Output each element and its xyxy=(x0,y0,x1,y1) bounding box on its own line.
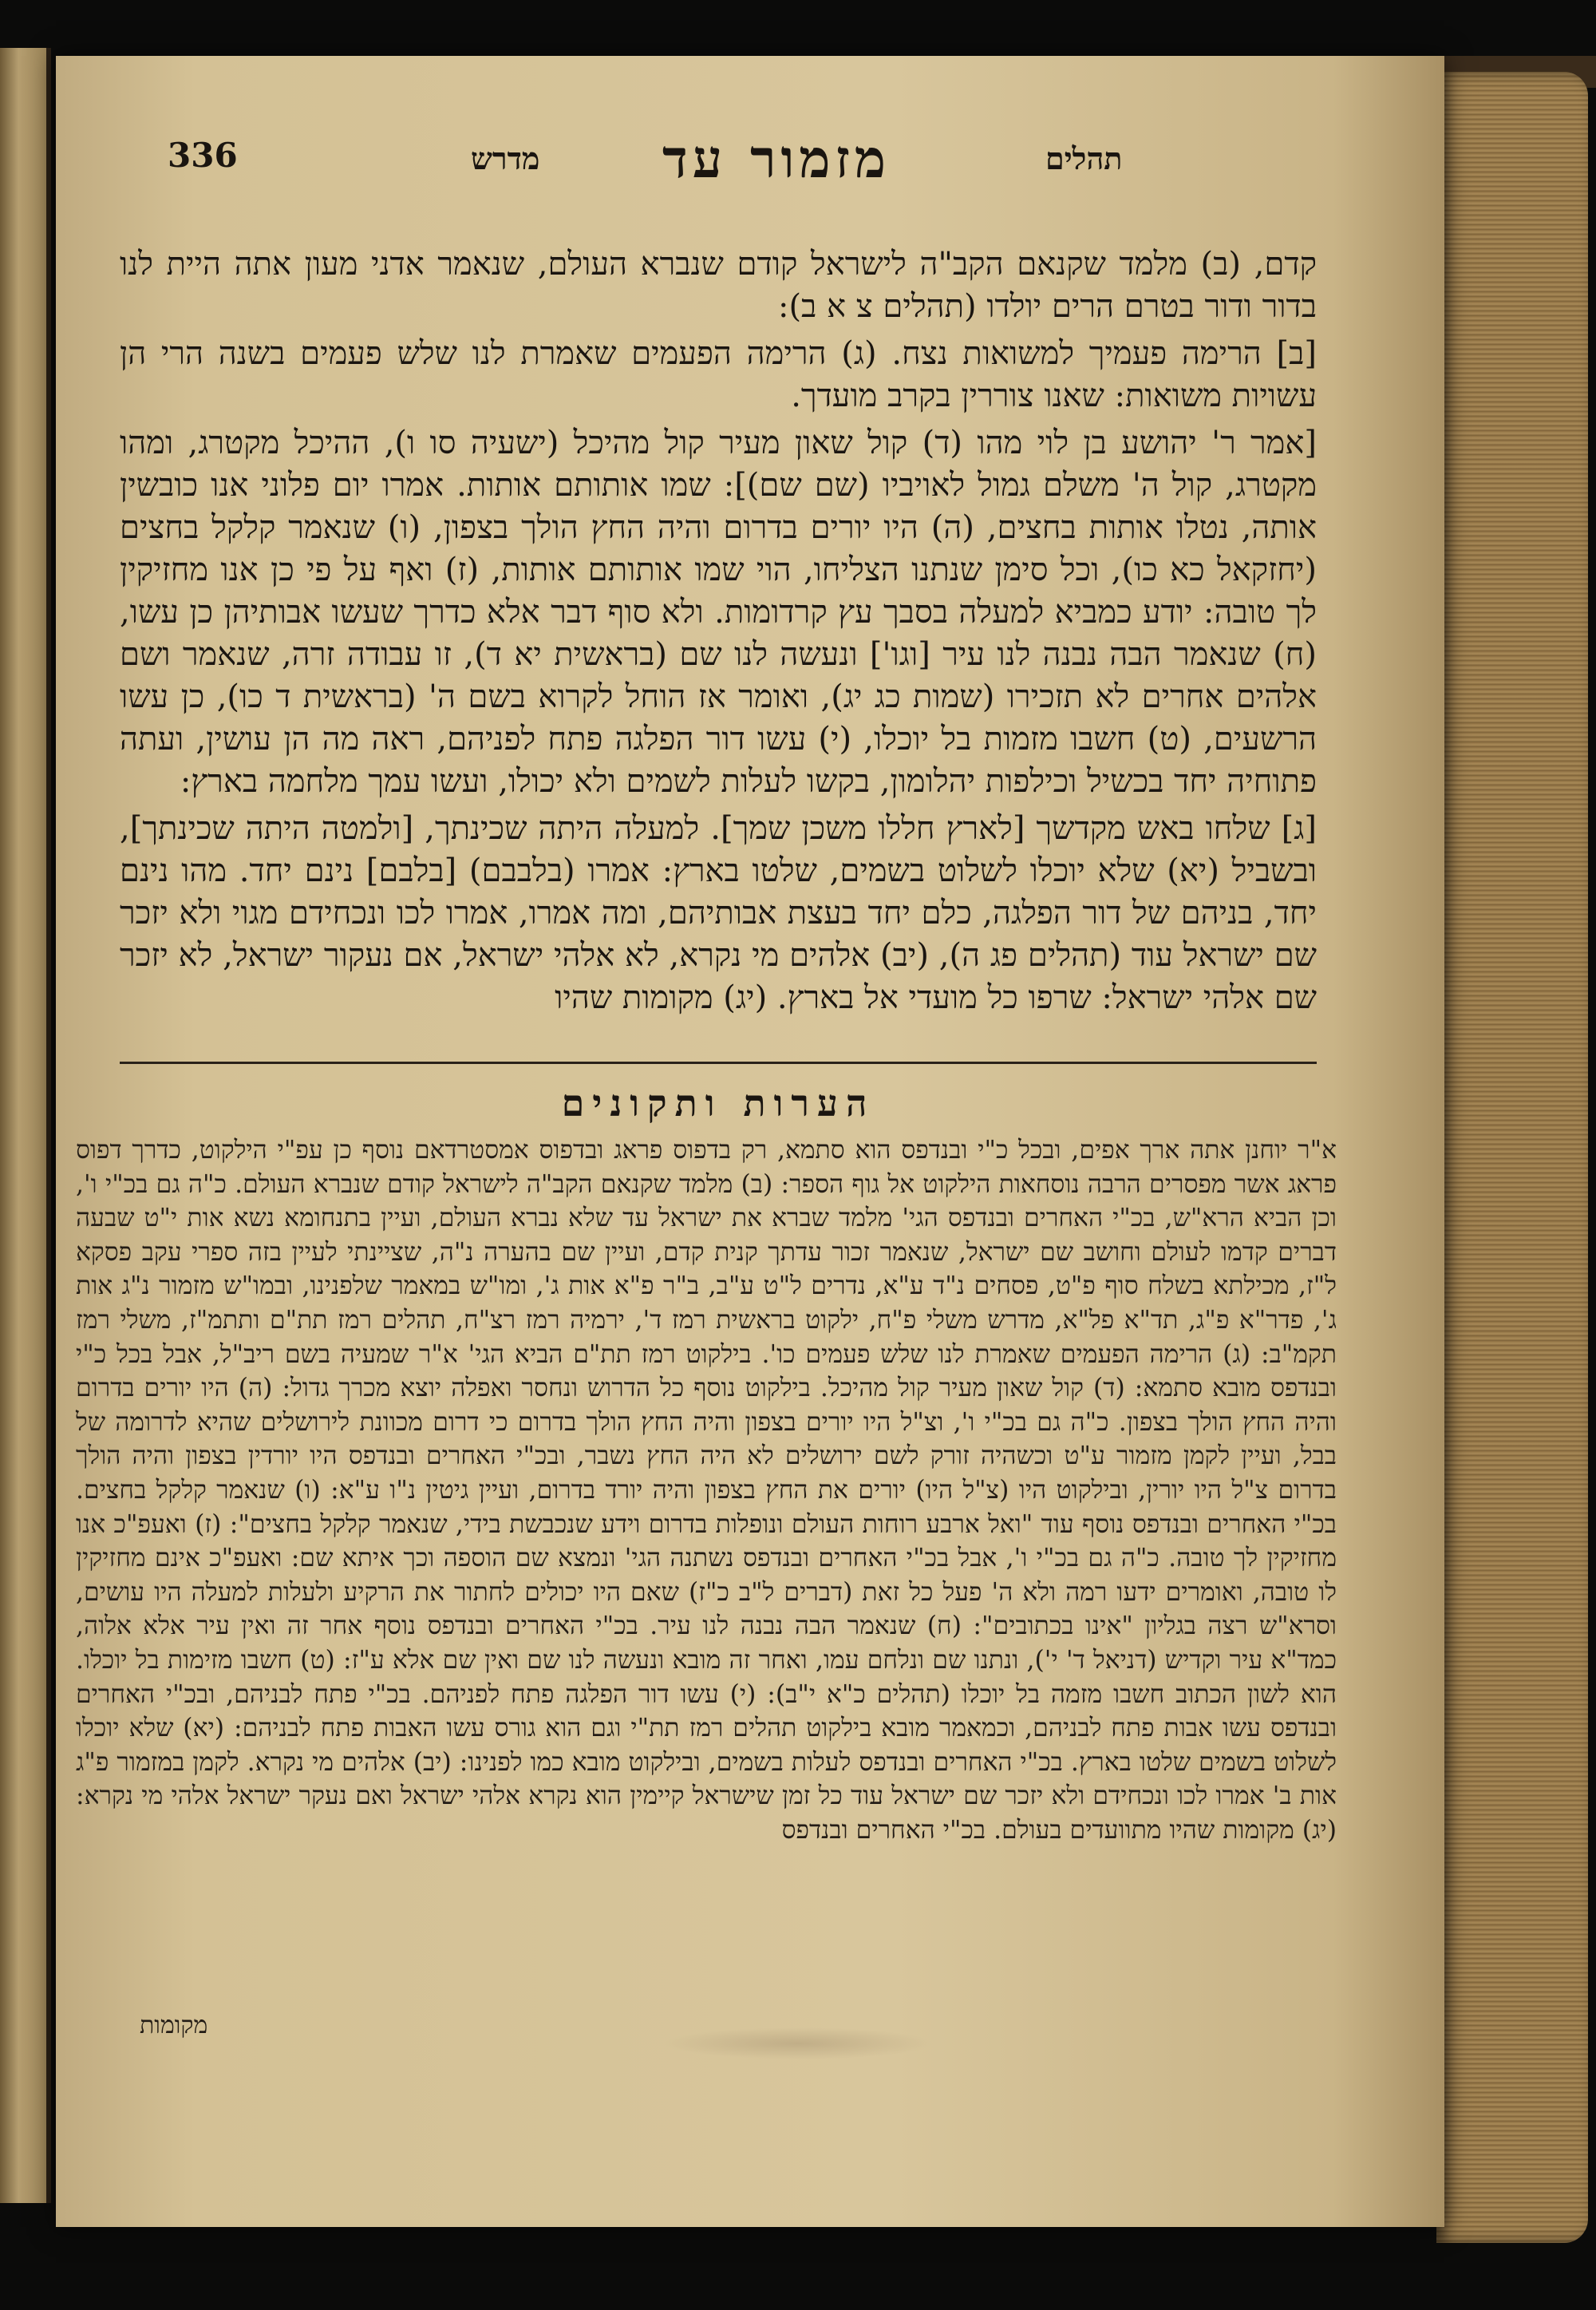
ink-smudge xyxy=(662,2027,934,2059)
header-midrash: מדרש xyxy=(471,140,540,176)
header-title: מזמור עד xyxy=(662,128,891,190)
main-paragraph: [אמר ר' יהושע בן לוי מהו (ד) קול שאון מעיר קול מהיכל (ישעיה סו ו), ההיכל מקטרג, ומהו מקטרג, קול ה' משלם גמול לאויביו (שם שם)]: שמו אותותם אותות. אמרו יום פלוני אנו כובשין אותה, נטלו אותות בחצים, (ה) היו יורים בדרום והיה החץ הולך בצפון, (ו) שנאמר קלקל בחצים (יחזקאל כא כו), וכל סימן שנתנו הצליחו, הוי שמו אותותם אותות, (ז) ואף על פי כן אנו מחזיקין לך טובה: יודע כמביא למעלה בסבך עץ קרדומות. ולא סוף דבר אלא כדרך שעשו אבותיהן כן עשו, (ח) שנאמר הבה נבנה לנו עיר [וגו'] ונעשה לנו שם (בראשית יא ד), זו עבודה זרה, שנאמר ושם אלהים אחרים לא תזכירו (שמות כג יג), ואומר אז הוחל לקרוא בשם ה' (בראשית ד כו), כן עשו הרשעים, (ט) חשבו מזמות בל יוכלו, (י) עשו דור הפלגה פתח לפניהם, ראה מה הן עושין, ועתה פתוחיה יחד בכשיל וכילפות יהלומון, בקשו לעלות לשמים ולא יכולו, ועשו עמך מלחמה בארץ: xyxy=(120,425,1317,800)
main-text-block xyxy=(120,243,1317,1024)
header-book: תהלים xyxy=(1045,140,1123,176)
page-block-edge xyxy=(1436,72,1588,2243)
section-divider xyxy=(120,1062,1317,1064)
notes-text: א"ר יוחנן אתה ארך אפים, ובכל כ"י ובנדפס הוא סתמא, רק בדפוס פראג ובדפוס אמסטרדאם נוסף כן עפ"י הילקוט, כדרך דפוס פראג אשר מפסרים הרבה נוסחאות הילקוט אל גוף הספר: (ב) מלמד שקנאם הקב"ה לישראל קודם שנברא העולם. כ"ה גם בכ"י ו', וכן הביא הרא"ש, בכ"י האחרים ובנדפס הגי' מלמד שברא את ישראל עד שלא נברא העולם, ועיין בתנחומא נשא אות י"ט שבעה דברים קדמו לעולם וחושב שם ישראל, שנאמר זכור עדתך קנית קדם, ועיין שם בהערה נ"ה, שציינתי לעיין בזה ספרי עקב פסקא ל"ז, מכילתא בשלח סוף פ"ט, פסחים נ"ד ע"א, נדרים ל"ט ע"ב, ב"ר פ"א אות ג', ומו"ש במאמר שלפנינו, ובמו"ש מזמור נ"ג אות ג', פדר"א פ"ג, תד"א פל"א, מדרש משלי פ"ח, ילקוט בראשית רמז ד', ירמיה רמז רצ"ח, תהלים רמז תת"ם ותתמ"ז, משלי רמז תקמ"ב: (ג) הרימה הפעמים שאמרת לנו שלש פעמים כו'. בילקוט רמז תת"ם הביא הגי' א"ר שמעיה בשם ריב"ל, אבל בכל כ"י ובנדפס מובא סתמא: (ד) קול שאון מעיר קול מהיכל. בילקוט נוסף כל הדרוש ונחסר ואפלה יוצא מכרך גדול: (ה) היו יורים בדרום והיה החץ הולך בצפון. כ"ה גם בכ"י ו', וצ"ל היו יורים בצפון והיה החץ הולך בדרום כי דרום מכוונת לירושלים שהיא לדרומה של בבל, ועיין לקמן מזמור ע"ט וכשהיה זורק לשם ירושלים לא היה החץ נשבר, ובכ"י האחרים ובנדפס היו יורדין בצפון והיה הולך בדרום צ"ל היו יורין, ובילקוט היו (צ"ל היו) יורים את החץ בצפון והיה יורד בדרום, ועיין גיטין נ"ו ע"א: (ו) שנאמר קלקל בחצים. בכ"י האחרים ובנדפס נוסף עוד "ואל ארבע רוחות העולם ונופלות בדרום וידע שנכבשת בידי, שנאמר קלקל בחצים": (ז) ואעפ"כ אנו מחזיקין לך טובה. כ"ה גם בכ"י ו', אבל בכ"י האחרים ובנדפס נשתנה הגי' ונמצא שם הוספה וכך איתא שם: ואעפ"כ אינם מחזיקין לו טובה, ואומרים ידעו רמה ולא ה' פעל כל זאת (דברים ל"ב כ"ז) שאם היו יכולים לחתור את הרקיע ולעלות למעלה היו עושים, וסרא"ש רצה בגליון "אינו בכתובים": (ח) שנאמר הבה נבנה לנו עיר. בכ"י האחרים ובנדפס נוסף אחר זה ואין עיר אלא אלוה, כמד"א עיר וקדיש (דניאל ד' י'), ונתנו שם ונלחם עמו, ואחר זה מובא ונעשה לנו שם ואין שם אלא ע"ז: (ט) חשבו מזימות בל יוכלו. הוא לשון הכתוב חשבו מזמה בל יוכלו (תהלים כ"א י"ב): (י) עשו דור הפלגה פתח לפניהם. בכ"י פתח לבניהם, ובכ"י האחרים ובנדפס עשו אבות פתח לבניהם, וכמאמר מובא בילקוט תהלים רמז תת"י וגם הוא גורס עשו האבות פתח לבניהם: (יא) שלא יוכלו לשלוט בשמים שלטו בארץ. בכ"י האחרים ובנדפס לעלות בשמים, ובילקוט מובא כמו לפנינו: (יב) אלהים מי נקרא. לקמן במזמור פ"ג אות ב' אמרו לכו ונכחידם ולא יזכר שם ישראל עוד כל זמן שישראל קיימין הוא נקרא אלהי ישראל ואם נעקר ישראל אלהי מי נקרא: (יג) מקומות שהיו מתוועדים בעולם. בכ"י האחרים ובנדפס xyxy=(76,1136,1337,1845)
page-number: 336 xyxy=(168,136,238,175)
catchword: מקומות xyxy=(140,2011,208,2039)
main-paragraph: [ג] שלחו באש מקדשך [לארץ חללו משכן שמך]. למעלה היתה שכינתך, [ולמטה היתה שכינתך], ובשביל (יא) שלא יוכלו לשלוט בשמים, שלטו בארץ: אמרו (בלבבם) [בלבם] נינם יחד. מהו נינם יחד, בניהם של דור הפלגה, כלם יחד בעצת אבותיהם, ומה אמרו, אמרו לכו ונכחידם מגוי ולא יזכר שם ישראל עוד (תהלים פג ה), (יב) אלהים מי נקרא, לא אלהי ישראל, אם נעקור ישראל, לא יזכר שם אלהי ישראל: שרפו כל מועדי אל בארץ. (יג) מקומות שהיו xyxy=(120,810,1317,1016)
main-paragraph: [ב] הרימה פעמיך למשואות נצח. (ג) הרימה הפעמים שאמרת לנו שלש פעמים בשנה הרי הן עשויות משואות: שאנו צוררין בקרב מועדך. xyxy=(120,335,1317,414)
notes-block xyxy=(76,1133,1337,1847)
main-paragraph: קדם, (ב) מלמד שקנאם הקב"ה לישראל קודם שנברא העולם, שנאמר אדני מעון אתה היית לנו בדור ודור בטרם הרים יולדו (תהלים צ א ב): xyxy=(120,246,1317,325)
running-header xyxy=(168,128,1221,200)
notes-title: הערות ותקונים xyxy=(561,1082,875,1125)
facing-page-edge xyxy=(0,48,51,2203)
